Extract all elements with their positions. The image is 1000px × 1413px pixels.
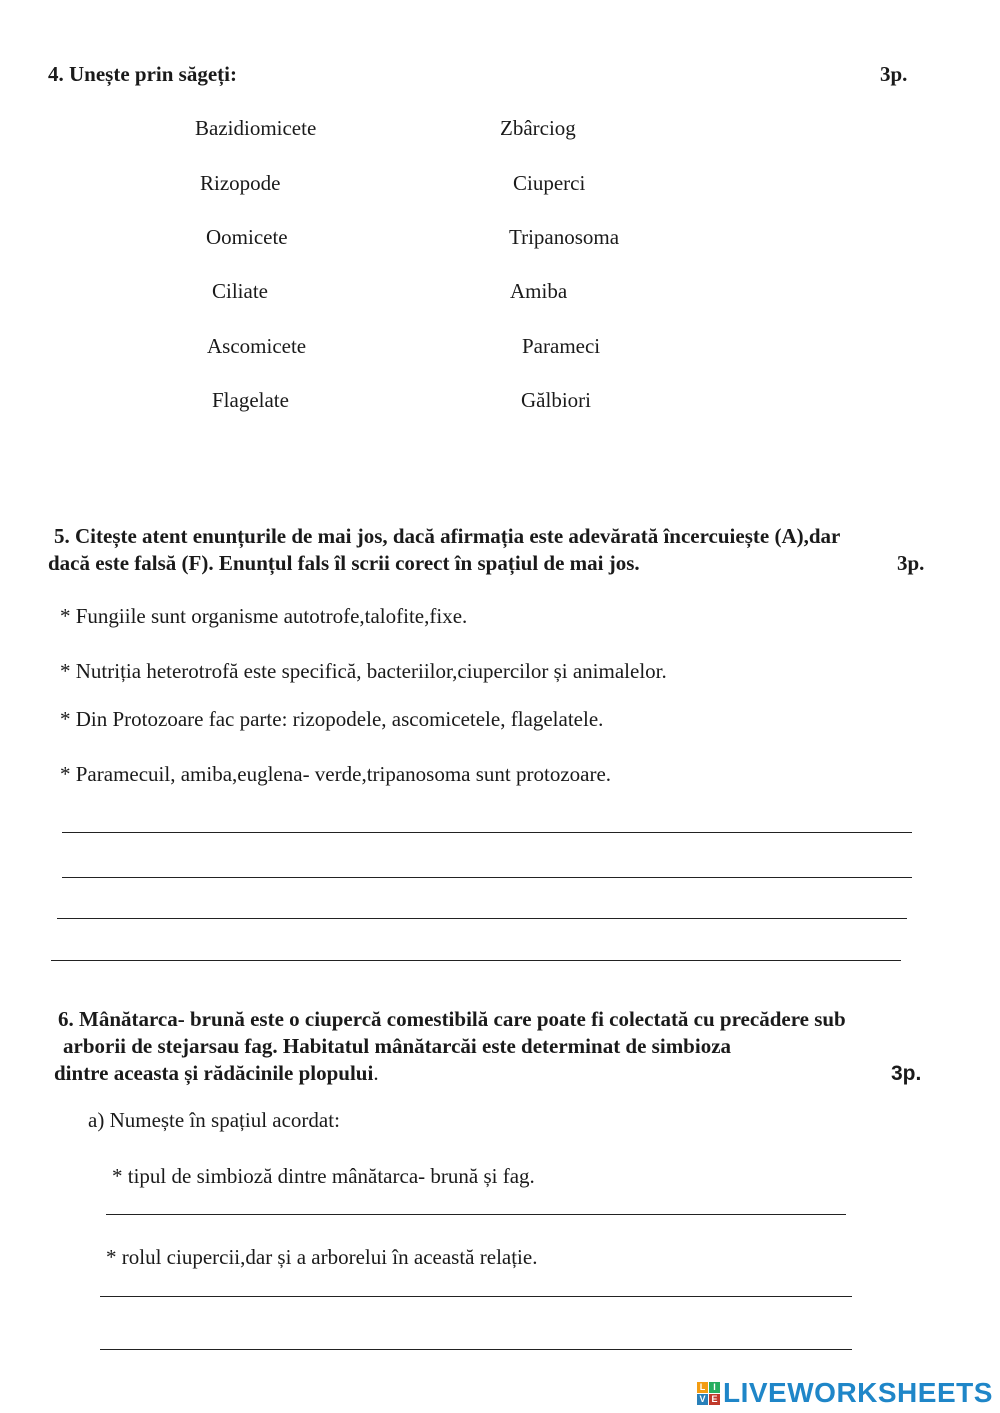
q4-points: 3p. xyxy=(880,62,908,86)
liveworksheets-logo xyxy=(697,1377,993,1409)
q6-subquestion-a: a) Numește în spațiul acordat: xyxy=(88,1108,340,1132)
q6-text-line-1: 6. Mânătarca- brună este o ciupercă comestibilă care poate fi colectată cu precădere sub xyxy=(58,1007,846,1031)
q5-answer-line-2[interactable] xyxy=(62,877,912,878)
q4-right-item-2[interactable]: Ciuperci xyxy=(513,171,586,195)
q4-left-item-5[interactable]: Ascomicete xyxy=(207,334,307,358)
q5-answer-line-3[interactable] xyxy=(57,918,907,919)
q4-left-item-6[interactable]: Flagelate xyxy=(212,388,289,412)
logo-mark-letter-v: V xyxy=(697,1394,708,1405)
q4-title: 4. Unește prin săgeți: xyxy=(48,62,237,86)
q5-points: 3p. xyxy=(897,551,925,575)
q4-left-item-4[interactable]: Ciliate xyxy=(212,279,268,303)
q4-right-item-5[interactable]: Parameci xyxy=(522,334,601,358)
q6-text-line-3-end: . xyxy=(373,1061,379,1085)
q5-statement-3[interactable]: * Din Protozoare fac parte: rizopodele, ascomicetele, flagelatele. xyxy=(60,707,604,731)
logo-mark-letter-i: I xyxy=(709,1382,720,1393)
logo-mark-letter-e: E xyxy=(709,1394,720,1405)
q5-statement-1[interactable]: * Fungiile sunt organisme autotrofe,talofite,fixe. xyxy=(60,604,468,628)
q4-left-item-2[interactable]: Rizopode xyxy=(200,171,281,195)
q4-left-item-1[interactable]: Bazidiomicete xyxy=(195,116,317,140)
q6-answer-line-2[interactable] xyxy=(100,1296,852,1297)
q4-right-item-3[interactable]: Tripanosoma xyxy=(509,225,620,249)
q6-bullet-2: * rolul ciupercii,dar și a arborelui în această relație. xyxy=(106,1245,538,1269)
q6-answer-line-3[interactable] xyxy=(100,1349,852,1350)
q6-text-line-3 xyxy=(54,1061,379,1086)
q6-text-line-2: arborii de stejarsau fag. Habitatul mânătarcăi este determinat de simbioza xyxy=(63,1034,732,1058)
q4-right-item-4[interactable]: Amiba xyxy=(510,279,568,303)
q5-instruction-line-1: 5. Citește atent enunțurile de mai jos, dacă afirmația este adevărată încercuiește (A),dar xyxy=(54,524,841,548)
q5-statement-4[interactable]: * Paramecuil, amiba,euglena- verde,tripanosoma sunt protozoare. xyxy=(60,762,612,786)
q6-answer-line-1[interactable] xyxy=(106,1214,846,1215)
q5-answer-line-1[interactable] xyxy=(62,832,912,833)
q6-points: 3p. xyxy=(891,1062,922,1085)
logo-mark-letter-l: L xyxy=(697,1382,708,1393)
q4-left-item-3[interactable]: Oomicete xyxy=(206,225,288,249)
q4-right-item-6[interactable]: Gălbiori xyxy=(521,388,591,412)
q4-right-item-1[interactable]: Zbârciog xyxy=(500,116,576,140)
liveworksheets-logo-text: LIVEWORKSHEETS xyxy=(723,1377,993,1408)
q6-bullet-1: * tipul de simbioză dintre mânătarca- brună și fag. xyxy=(112,1164,535,1188)
q6-text-line-3-main: dintre aceasta și rădăcinile plopului xyxy=(54,1061,374,1085)
q5-answer-line-4[interactable] xyxy=(51,960,901,961)
q5-statement-2[interactable]: * Nutriția heterotrofă este specifică, bacteriilor,ciupercilor și animalelor. xyxy=(60,659,667,683)
liveworksheets-logo-mark xyxy=(697,1382,720,1405)
q5-instruction-line-2: dacă este falsă (F). Enunțul fals îl scrii corect în spațiul de mai jos. xyxy=(48,551,640,575)
